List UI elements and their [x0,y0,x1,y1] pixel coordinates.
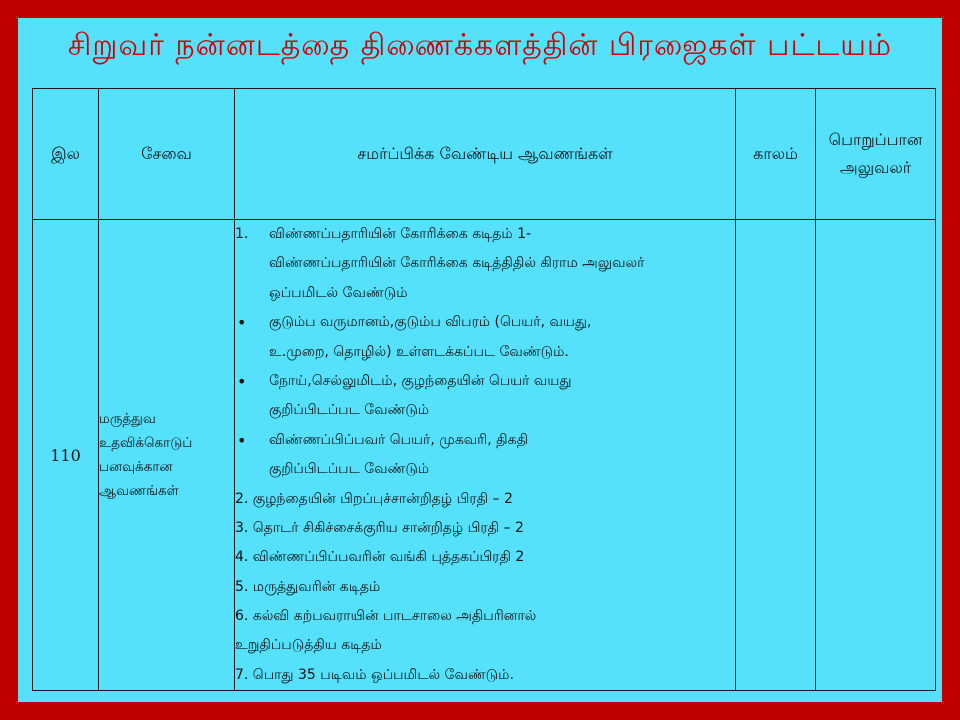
bullet-icon: • [237,430,247,450]
document-line: 3. தொடர் சிகிச்சைக்குரிய சான்றிதழ் பிரதி – 2 [235,519,524,536]
header-no: இல [33,89,99,220]
document-item [235,543,735,572]
table-row [33,220,936,691]
list-number: 1. [235,226,249,242]
header-officer [816,89,936,220]
row-documents [235,220,736,691]
document-item [235,602,735,661]
document-line: 5. மருத்துவரின் கடிதம் [235,578,381,595]
document-line: 4. விண்ணப்பிப்பவரின் வங்கி புத்தகப்பிரதி 2 [235,549,525,566]
document-line: 6. கல்வி கற்பவராயின் பாடசாலை அதிபரினால் [235,608,537,625]
charter-panel [18,18,942,702]
row-officer [816,220,936,691]
document-line: குறிப்பிடப்பட வேண்டும் [269,402,430,419]
page-title: சிறுவர் நன்னடத்தை திணைக்களத்தின் பிரஜைகள் பட்டயம் [67,28,893,63]
charter-table [32,88,936,691]
row-service [99,220,235,691]
document-item [235,573,735,602]
service-line: மருத்துவ [99,411,156,428]
document-item [235,426,735,485]
bullet-icon: • [237,371,247,391]
document-item [235,220,735,308]
header-time: காலம் [736,89,816,220]
document-item [235,308,735,367]
header-officer-line: அலுவலர் [839,158,912,177]
header-documents: சமர்ப்பிக்க வேண்டிய ஆவணங்கள் [235,89,736,220]
document-line: உறுதிப்படுத்திய கடிதம் [235,637,382,654]
document-line: நோய்,செல்லுமிடம், குழந்தையின் பெயர் வயது [269,372,572,389]
document-line: விண்ணப்பிப்பவர் பெயர், முகவரி, திகதி [269,431,529,448]
header-officer-line: பொறுப்பான [828,130,923,149]
service-line: உதவிக்கொடுப் [99,435,193,452]
header-row [33,89,936,220]
document-item [235,661,735,690]
header-service: சேவை [99,89,235,220]
document-line: விண்ணப்பதாரியின் கோரிக்கை கடிதம் 1- [269,226,532,242]
document-item [235,367,735,426]
document-line: 7. பொது 35 படிவம் ஒப்பமிடல் வேண்டும். [235,666,514,683]
document-item [235,514,735,543]
service-line: ஆவணங்கள் [99,483,179,500]
row-time [736,220,816,691]
document-line: குறிப்பிடப்பட வேண்டும் [269,461,430,478]
document-line: விண்ணப்பதாரியின் கோரிக்கை கடித்திதில் கிராம அலுவலர் [269,255,645,272]
document-item [235,485,735,514]
service-line: பனவுக்கான [99,459,173,476]
document-line: ஒப்பமிடல் வேண்டும் [269,284,408,301]
document-line: 2. குழந்தையின் பிறப்புச்சான்றிதழ் பிரதி – 2 [235,490,513,507]
document-line: குடும்ப வருமானம்,குடும்ப விபரம் (பெயர், வயது, [269,314,592,331]
row-number: 110 [33,220,99,691]
document-line: உ.முறை, தொழில்) உள்ளடக்கப்பட வேண்டும். [269,343,569,360]
bullet-icon: • [237,313,247,333]
